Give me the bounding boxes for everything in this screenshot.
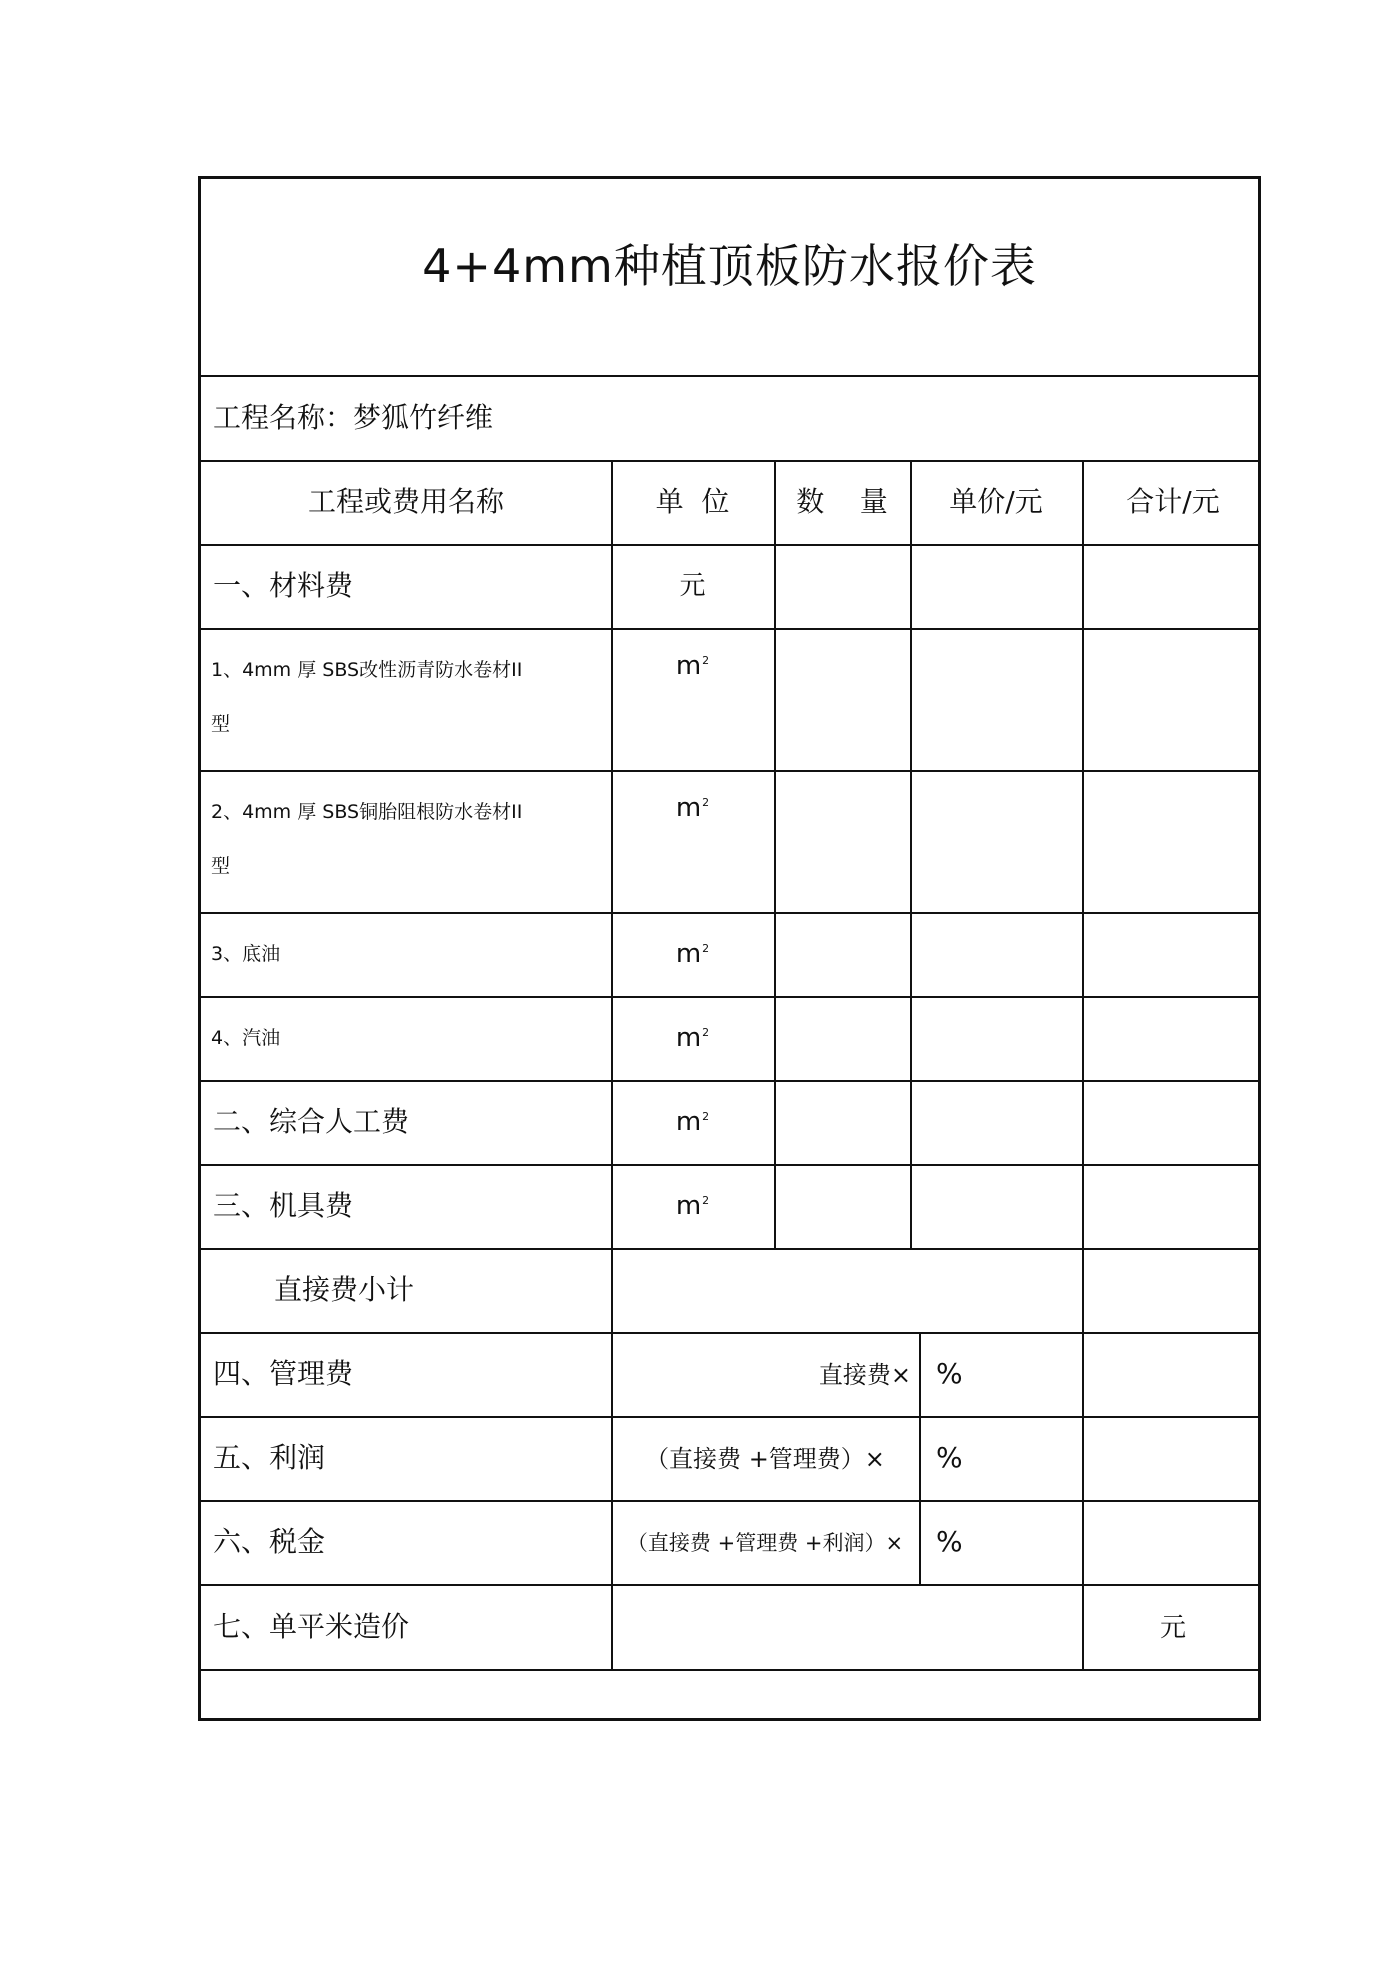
rule-item1 [201,770,1258,772]
row-subtotal-name: 直接费小计 [274,1273,415,1306]
row-profit-formula: （直接费 +管理费）× [645,1445,885,1473]
row-item2-name-line1: 2、4mm 厚 SBS铜胎阻根防水卷材II [211,801,523,823]
row-item2-name-line2: 型 [211,855,231,877]
rule-unit-cost [201,1669,1258,1671]
rule-subtotal [201,1332,1258,1334]
row-item4-name: 4、汽油 [211,1027,281,1049]
rule-machine [201,1248,1258,1250]
row-management-pct: % [936,1357,963,1390]
row-item2-unit: $m^2$ [675,793,710,823]
rule-item3 [201,996,1258,998]
header-total: 合计/元 [1126,485,1220,518]
col-rule-total [1082,460,1084,1669]
col-rule-qty [774,460,776,1248]
header-unit: 单 位 [655,485,730,518]
row-tax-pct: % [936,1525,963,1558]
row-machine-name: 三、机具费 [213,1189,354,1222]
row-unit-cost-name: 七、单平米造价 [213,1610,410,1643]
col-rule-pct [919,1332,921,1584]
project-name: 工程名称：梦狐竹纤维 [213,401,494,434]
row-item1-name-line2: 型 [211,713,231,735]
page-title: 4+4mm种植顶板防水报价表 [422,239,1037,293]
col-rule-price [910,460,912,1248]
rule-material [201,628,1258,630]
row-tax-formula: （直接费 +管理费 +利润）× [626,1531,904,1555]
rule-title [201,375,1258,377]
rule-header [201,544,1258,546]
col-rule-unit [611,460,613,1669]
row-material-name: 一、材料费 [213,569,354,602]
row-tax-name: 六、税金 [213,1525,326,1558]
row-unit-cost-total-unit: 元 [1159,1613,1186,1643]
rule-labor [201,1164,1258,1166]
row-machine-unit: $m^2$ [675,1191,710,1221]
rule-tax [201,1584,1258,1586]
rule-item4 [201,1080,1258,1082]
rule-management [201,1416,1258,1418]
row-labor-name: 二、综合人工费 [213,1105,410,1138]
header-price: 单价/元 [949,485,1043,518]
rule-item2 [201,912,1258,914]
rule-profit [201,1500,1258,1502]
quote-table [198,176,1261,1721]
row-labor-unit: $m^2$ [675,1107,710,1137]
header-name: 工程或费用名称 [307,485,504,518]
row-profit-name: 五、利润 [213,1441,326,1474]
rule-project [201,460,1258,462]
row-item1-unit: $m^2$ [675,651,710,681]
row-profit-pct: % [936,1441,963,1474]
row-item4-unit: $m^2$ [675,1023,710,1053]
row-item3-unit: $m^2$ [675,939,710,969]
row-management-formula: 直接费× [818,1361,911,1389]
row-material-unit: 元 [679,571,706,601]
row-item1-name-line1: 1、4mm 厚 SBS改性沥青防水卷材II [211,659,523,681]
header-qty: 数 量 [796,485,888,518]
row-item3-name: 3、底油 [211,943,281,965]
row-management-name: 四、管理费 [213,1357,354,1390]
